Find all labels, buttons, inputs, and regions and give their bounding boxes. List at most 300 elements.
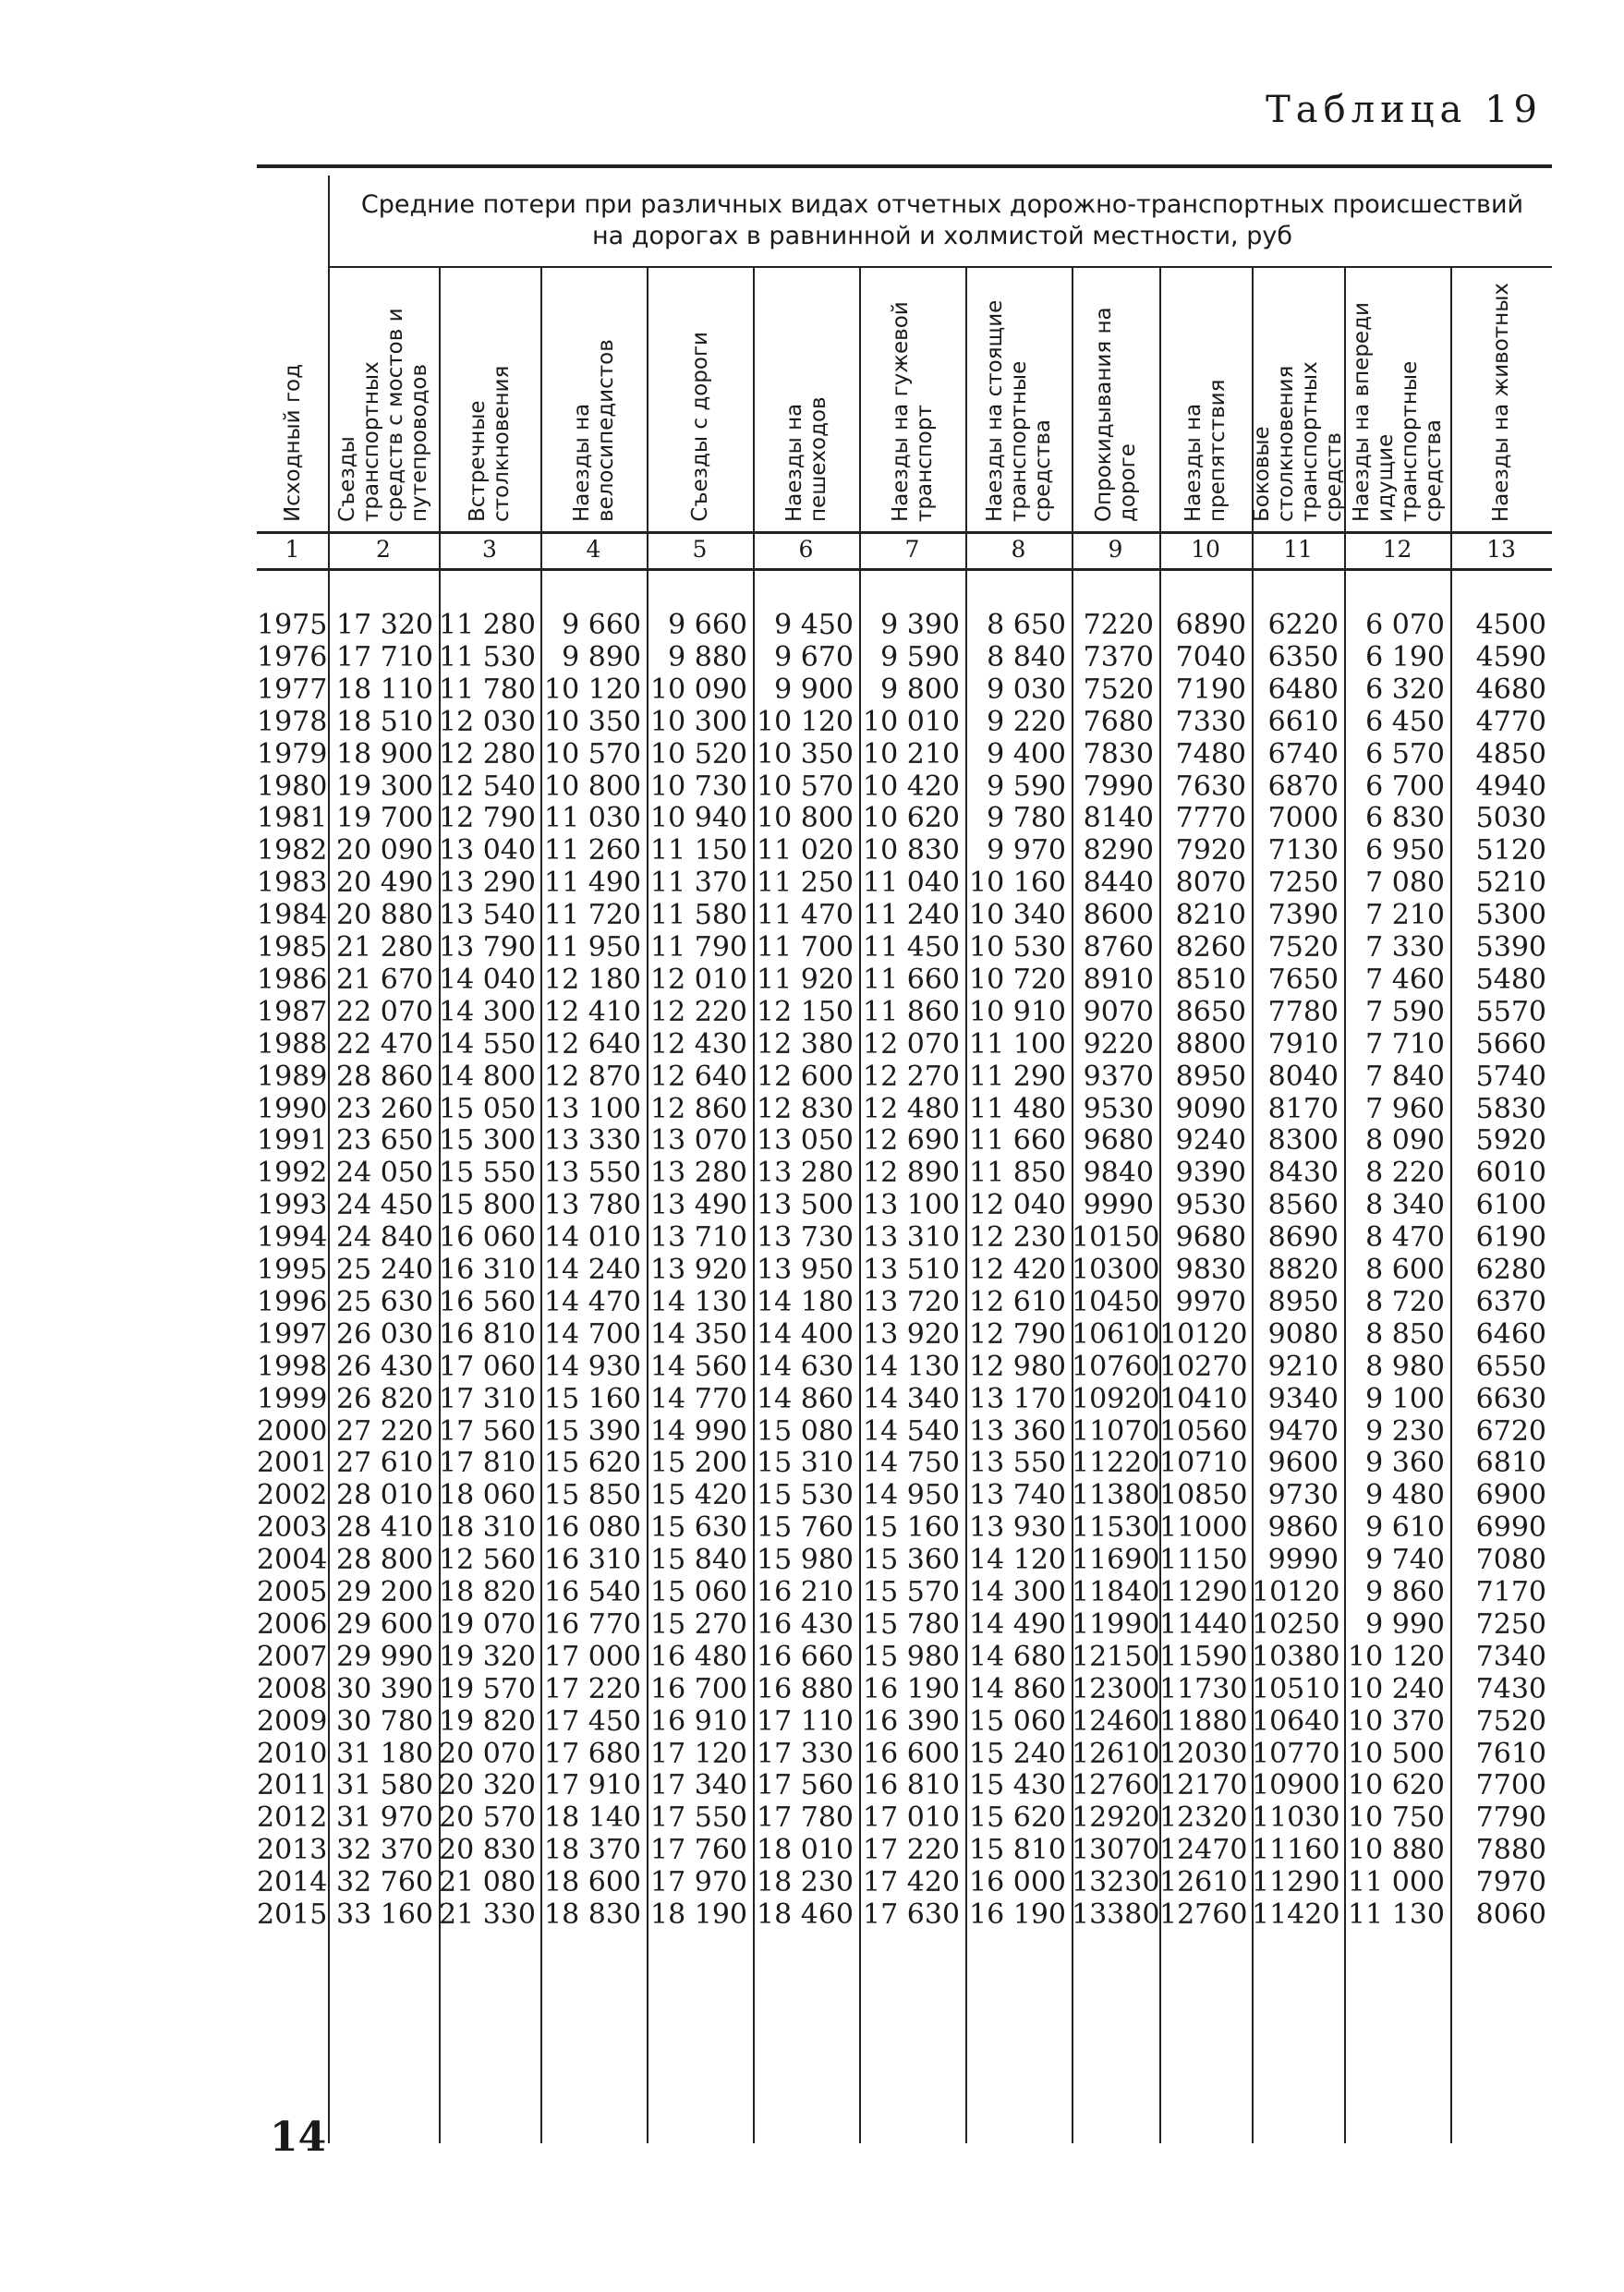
table-cell: 10 730 — [650, 770, 747, 803]
table-cell: 11 130 — [1348, 1898, 1445, 1931]
table-cell: 19 070 — [439, 1607, 536, 1641]
column-header-label: Наезды на впереди идущие транспортные средства — [1349, 302, 1446, 522]
year-cell: 2003 — [257, 1511, 328, 1545]
column-header-5 — [647, 277, 753, 522]
table-cell: 10 940 — [650, 802, 747, 835]
table-cell: 29 990 — [336, 1640, 433, 1673]
table-cell: 18 820 — [439, 1576, 536, 1608]
table-cell: 11 480 — [969, 1092, 1066, 1125]
table-cell: 6370 — [1475, 1285, 1546, 1318]
table-cell: 15 200 — [650, 1447, 747, 1480]
year-cell: 1999 — [257, 1382, 328, 1415]
column-number: 4 — [586, 536, 601, 563]
table-row — [0, 642, 1624, 674]
year-cell: 1983 — [257, 867, 328, 900]
table-cell: 13070 — [1072, 1834, 1160, 1867]
table-row — [0, 1899, 1624, 1932]
table-cell: 8260 — [1175, 931, 1246, 964]
table-cell: 14 120 — [969, 1544, 1066, 1577]
table-cell: 12 540 — [439, 770, 536, 803]
table-cell: 8 470 — [1365, 1221, 1445, 1255]
table-row — [0, 1222, 1624, 1255]
table-cell: 12 070 — [863, 1027, 960, 1061]
table-cell: 6480 — [1267, 673, 1339, 706]
table-cell: 14 010 — [544, 1221, 641, 1255]
table-row — [0, 739, 1624, 771]
table-cell: 6550 — [1475, 1350, 1546, 1383]
table-cell: 11 790 — [650, 931, 747, 964]
table-cell: 12 790 — [969, 1317, 1066, 1351]
column-number: 11 — [1283, 536, 1313, 563]
table-cell: 7520 — [1267, 931, 1339, 964]
table-cell: 9 590 — [987, 770, 1066, 803]
table-cell: 10 620 — [863, 802, 960, 835]
table-cell: 10560 — [1159, 1414, 1248, 1448]
table-cell: 11 240 — [863, 899, 960, 932]
table-top-rule — [257, 164, 1552, 168]
table-cell: 10 520 — [650, 737, 747, 770]
table-cell: 15 080 — [757, 1414, 854, 1448]
table-cell: 15 310 — [757, 1447, 854, 1480]
table-cell: 14 990 — [650, 1414, 747, 1448]
column-number-rule-bottom — [257, 568, 1552, 571]
table-cell: 10 620 — [1348, 1769, 1445, 1802]
table-cell: 16 560 — [439, 1285, 536, 1318]
table-cell: 13 310 — [863, 1221, 960, 1255]
table-cell: 9600 — [1267, 1447, 1339, 1480]
year-cell: 1982 — [257, 834, 328, 867]
table-cell: 10 120 — [1348, 1640, 1445, 1673]
table-cell: 9 860 — [1365, 1576, 1445, 1608]
table-row — [0, 867, 1624, 900]
table-cell: 7990 — [1083, 770, 1154, 803]
table-cell: 5740 — [1475, 1060, 1546, 1093]
table-cell: 13 100 — [863, 1189, 960, 1222]
table-cell: 16 810 — [439, 1317, 536, 1351]
table-cell: 12 230 — [969, 1221, 1066, 1255]
table-cell: 11 780 — [439, 673, 536, 706]
table-cell: 7970 — [1475, 1866, 1546, 1899]
table-row — [0, 1577, 1624, 1609]
table-cell: 9 800 — [880, 673, 960, 706]
table-cell: 31 970 — [336, 1801, 433, 1835]
table-cell: 14 490 — [969, 1607, 1066, 1641]
column-header-7 — [859, 277, 965, 522]
table-cell: 5570 — [1475, 995, 1546, 1028]
table-cell: 7430 — [1475, 1672, 1546, 1705]
table-cell: 13380 — [1072, 1898, 1160, 1931]
table-cell: 29 600 — [336, 1607, 433, 1641]
table-cell: 6 570 — [1365, 737, 1445, 770]
table-row — [0, 1416, 1624, 1449]
table-cell: 9 740 — [1365, 1544, 1445, 1577]
table-cell: 17 970 — [650, 1866, 747, 1899]
table-cell: 11 490 — [544, 867, 641, 900]
table-cell: 8820 — [1267, 1254, 1339, 1286]
group-header: Средние потери при различных видах отчетных дорожно-транспортных происшествий на дорогах в равнинной и холмистой местности, руб — [360, 190, 1524, 250]
table-cell: 10640 — [1252, 1704, 1340, 1738]
table-cell: 20 320 — [439, 1769, 536, 1802]
table-row — [0, 1319, 1624, 1352]
table-cell: 14 470 — [544, 1285, 641, 1318]
table-cell: 17 680 — [544, 1737, 641, 1770]
table-cell: 16 190 — [969, 1898, 1066, 1931]
column-header-label: Опрокидывания на дороге — [1091, 307, 1140, 522]
table-cell: 9 900 — [774, 673, 854, 706]
table-cell: 8950 — [1267, 1285, 1339, 1318]
table-cell: 10 210 — [863, 737, 960, 770]
table-cell: 7 960 — [1365, 1092, 1445, 1125]
table-cell: 10 570 — [757, 770, 854, 803]
table-cell: 9220 — [1083, 1027, 1154, 1061]
column-header-4 — [540, 277, 647, 522]
table-cell: 13 040 — [439, 834, 536, 867]
year-cell: 1992 — [257, 1157, 328, 1190]
table-cell: 11070 — [1072, 1414, 1160, 1448]
table-row — [0, 707, 1624, 739]
table-cell: 12470 — [1159, 1834, 1248, 1867]
table-cell: 13 920 — [863, 1317, 960, 1351]
table-cell: 21 280 — [336, 931, 433, 964]
table-cell: 8510 — [1175, 963, 1246, 996]
table-cell: 10 830 — [863, 834, 960, 867]
table-cell: 16 310 — [439, 1254, 536, 1286]
table-cell: 8800 — [1175, 1027, 1246, 1061]
table-cell: 11 250 — [757, 867, 854, 900]
table-cell: 9990 — [1267, 1544, 1339, 1577]
table-row — [0, 932, 1624, 964]
table-cell: 13 510 — [863, 1254, 960, 1286]
table-cell: 9 780 — [987, 802, 1066, 835]
table-cell: 16 430 — [757, 1607, 854, 1641]
table-cell: 10920 — [1072, 1382, 1160, 1415]
table-cell: 17 340 — [650, 1769, 747, 1802]
table-cell: 4770 — [1475, 705, 1546, 738]
table-cell: 11 290 — [969, 1060, 1066, 1093]
table-cell: 8290 — [1083, 834, 1154, 867]
table-cell: 7480 — [1175, 737, 1246, 770]
year-cell: 1997 — [257, 1317, 328, 1351]
column-number: 6 — [798, 536, 814, 563]
table-row — [0, 997, 1624, 1029]
table-cell: 12760 — [1159, 1898, 1248, 1931]
table-cell: 6350 — [1267, 640, 1339, 673]
year-cell: 1975 — [257, 609, 328, 641]
table-cell: 7 080 — [1365, 867, 1445, 900]
table-cell: 22 070 — [336, 995, 433, 1028]
table-cell: 16 000 — [969, 1866, 1066, 1899]
table-cell: 12610 — [1072, 1737, 1160, 1770]
table-cell: 13 550 — [544, 1157, 641, 1190]
table-cell: 12 640 — [650, 1060, 747, 1093]
table-row — [0, 1448, 1624, 1480]
table-row — [0, 1835, 1624, 1867]
table-cell: 8760 — [1083, 931, 1154, 964]
year-cell: 1996 — [257, 1285, 328, 1318]
table-cell: 9840 — [1083, 1157, 1154, 1190]
table-cell: 27 610 — [336, 1447, 433, 1480]
table-cell: 14 800 — [439, 1060, 536, 1093]
table-cell: 11 920 — [757, 963, 854, 996]
table-cell: 11 700 — [757, 931, 854, 964]
table-row — [0, 1674, 1624, 1706]
table-cell: 13230 — [1072, 1866, 1160, 1899]
year-cell: 1980 — [257, 770, 328, 803]
table-cell: 17 910 — [544, 1769, 641, 1802]
table-cell: 10 350 — [757, 737, 854, 770]
table-cell: 10 340 — [969, 899, 1066, 932]
table-cell: 10 350 — [544, 705, 641, 738]
table-cell: 7250 — [1475, 1607, 1546, 1641]
table-cell: 15 050 — [439, 1092, 536, 1125]
table-cell: 4850 — [1475, 737, 1546, 770]
table-cell: 12760 — [1072, 1769, 1160, 1802]
table-cell: 13 360 — [969, 1414, 1066, 1448]
table-cell: 9680 — [1175, 1221, 1246, 1255]
table-cell: 17 760 — [650, 1834, 747, 1867]
table-cell: 30 390 — [336, 1672, 433, 1705]
table-cell: 15 980 — [757, 1544, 854, 1577]
table-cell: 5830 — [1475, 1092, 1546, 1125]
table-cell: 15 620 — [969, 1801, 1066, 1835]
table-cell: 6460 — [1475, 1317, 1546, 1351]
table-cell: 11690 — [1072, 1544, 1160, 1577]
table-cell: 8560 — [1267, 1189, 1339, 1222]
table-cell: 15 300 — [439, 1124, 536, 1158]
year-cell: 1985 — [257, 931, 328, 964]
table-cell: 11530 — [1072, 1511, 1160, 1545]
table-cell: 11 580 — [650, 899, 747, 932]
table-cell: 13 780 — [544, 1189, 641, 1222]
table-cell: 14 130 — [650, 1285, 747, 1318]
table-cell: 6220 — [1267, 609, 1339, 641]
column-number: 13 — [1486, 536, 1516, 563]
table-cell: 13 290 — [439, 867, 536, 900]
table-cell: 16 540 — [544, 1576, 641, 1608]
table-cell: 7190 — [1175, 673, 1246, 706]
table-cell: 14 040 — [439, 963, 536, 996]
table-cell: 18 060 — [439, 1479, 536, 1512]
table-cell: 16 810 — [863, 1769, 960, 1802]
year-cell: 1995 — [257, 1254, 328, 1286]
table-cell: 12 430 — [650, 1027, 747, 1061]
table-cell: 7 710 — [1365, 1027, 1445, 1061]
table-cell: 15 810 — [969, 1834, 1066, 1867]
table-cell: 6280 — [1475, 1254, 1546, 1286]
table-cell: 13 170 — [969, 1382, 1066, 1415]
table-cell: 10 120 — [544, 673, 641, 706]
table-cell: 18 370 — [544, 1834, 641, 1867]
table-cell: 9370 — [1083, 1060, 1154, 1093]
table-cell: 19 300 — [336, 770, 433, 803]
table-cell: 6100 — [1475, 1189, 1546, 1222]
table-cell: 6 950 — [1365, 834, 1445, 867]
table-cell: 16 700 — [650, 1672, 747, 1705]
table-cell: 11440 — [1159, 1607, 1248, 1641]
year-cell: 2007 — [257, 1640, 328, 1673]
column-header-6 — [753, 277, 859, 522]
table-cell: 11 450 — [863, 931, 960, 964]
table-cell: 11000 — [1159, 1511, 1248, 1545]
table-cell: 9 450 — [774, 609, 854, 641]
year-cell: 1976 — [257, 640, 328, 673]
table-cell: 13 930 — [969, 1511, 1066, 1545]
table-row — [0, 835, 1624, 867]
table-cell: 15 530 — [757, 1479, 854, 1512]
table-row — [0, 1190, 1624, 1222]
table-cell: 11 720 — [544, 899, 641, 932]
table-cell: 9 660 — [668, 609, 747, 641]
table-cell: 15 840 — [650, 1544, 747, 1577]
table-cell: 9830 — [1175, 1254, 1246, 1286]
table-cell: 11590 — [1159, 1640, 1248, 1673]
table-cell: 12460 — [1072, 1704, 1160, 1738]
table-cell: 16 080 — [544, 1511, 641, 1545]
year-cell: 1978 — [257, 705, 328, 738]
column-number: 7 — [904, 536, 920, 563]
table-cell: 6 700 — [1365, 770, 1445, 803]
table-row — [0, 771, 1624, 804]
table-cell: 11 100 — [969, 1027, 1066, 1061]
table-cell: 9860 — [1267, 1511, 1339, 1545]
table-cell: 4940 — [1475, 770, 1546, 803]
table-cell: 16 310 — [544, 1544, 641, 1577]
table-cell: 9 220 — [987, 705, 1066, 738]
table-cell: 10770 — [1252, 1737, 1340, 1770]
table-cell: 9470 — [1267, 1414, 1339, 1448]
table-cell: 8070 — [1175, 867, 1246, 900]
table-cell: 16 390 — [863, 1704, 960, 1738]
table-cell: 9 670 — [774, 640, 854, 673]
table-cell: 15 620 — [544, 1447, 641, 1480]
table-cell: 17 000 — [544, 1640, 641, 1673]
table-cell: 17 560 — [439, 1414, 536, 1448]
year-cell: 2008 — [257, 1672, 328, 1705]
table-row — [0, 1739, 1624, 1771]
table-row — [0, 1609, 1624, 1642]
table-cell: 13 050 — [757, 1124, 854, 1158]
table-cell: 25 630 — [336, 1285, 433, 1318]
table-cell: 12 270 — [863, 1060, 960, 1093]
table-cell: 12 220 — [650, 995, 747, 1028]
table-cell: 30 780 — [336, 1704, 433, 1738]
table-cell: 16 880 — [757, 1672, 854, 1705]
table-cell: 18 600 — [544, 1866, 641, 1899]
table-cell: 11 280 — [439, 609, 536, 641]
table-cell: 9 660 — [562, 609, 641, 641]
table-cell: 15 550 — [439, 1157, 536, 1190]
table-cell: 10760 — [1072, 1350, 1160, 1383]
table-cell: 15 060 — [650, 1576, 747, 1608]
table-cell: 9080 — [1267, 1317, 1339, 1351]
table-row — [0, 1802, 1624, 1835]
table-cell: 17 560 — [757, 1769, 854, 1802]
column-header-13 — [1450, 277, 1552, 522]
table-cell: 14 860 — [757, 1382, 854, 1415]
table-cell: 8 980 — [1365, 1350, 1445, 1383]
table-cell: 10 500 — [1348, 1737, 1445, 1770]
table-cell: 12 610 — [969, 1285, 1066, 1318]
table-cell: 20 090 — [336, 834, 433, 867]
table-cell: 14 700 — [544, 1317, 641, 1351]
table-cell: 10 720 — [969, 963, 1066, 996]
table-cell: 7370 — [1083, 640, 1154, 673]
table-cell: 12 420 — [969, 1254, 1066, 1286]
table-row — [0, 964, 1624, 997]
table-cell: 10 570 — [544, 737, 641, 770]
table-cell: 11420 — [1252, 1898, 1340, 1931]
table-cell: 24 450 — [336, 1189, 433, 1222]
column-header-label: Наезды на пешеходов — [782, 396, 830, 522]
table-cell: 15 060 — [969, 1704, 1066, 1738]
table-cell: 12 690 — [863, 1124, 960, 1158]
table-cell: 17 310 — [439, 1382, 536, 1415]
year-cell: 1998 — [257, 1350, 328, 1383]
year-cell: 2004 — [257, 1544, 328, 1577]
year-cell: 1984 — [257, 899, 328, 932]
table-cell: 12 560 — [439, 1544, 536, 1577]
table-cell: 32 370 — [336, 1834, 433, 1867]
table-cell: 11 660 — [863, 963, 960, 996]
table-cell: 9 590 — [880, 640, 960, 673]
table-row — [0, 1061, 1624, 1094]
column-header-2 — [328, 277, 439, 522]
year-cell: 2001 — [257, 1447, 328, 1480]
table-cell: 15 430 — [969, 1769, 1066, 1802]
table-cell: 7170 — [1475, 1576, 1546, 1608]
table-cell: 12 280 — [439, 737, 536, 770]
table-cell: 5390 — [1475, 931, 1546, 964]
table-cell: 16 210 — [757, 1576, 854, 1608]
table-cell: 13 280 — [757, 1157, 854, 1190]
table-cell: 7 210 — [1365, 899, 1445, 932]
table-cell: 7040 — [1175, 640, 1246, 673]
column-number: 1 — [285, 536, 300, 563]
table-cell: 6 830 — [1365, 802, 1445, 835]
column-header-12 — [1344, 277, 1450, 522]
table-cell: 11220 — [1072, 1447, 1160, 1480]
table-cell: 12610 — [1159, 1866, 1248, 1899]
table-cell: 13 740 — [969, 1479, 1066, 1512]
column-number: 5 — [692, 536, 708, 563]
table-cell: 21 670 — [336, 963, 433, 996]
table-cell: 26 030 — [336, 1317, 433, 1351]
column-header-10 — [1159, 277, 1252, 522]
table-cell: 10 090 — [650, 673, 747, 706]
table-cell: 18 310 — [439, 1511, 536, 1545]
table-cell: 18 140 — [544, 1801, 641, 1835]
table-cell: 18 230 — [757, 1866, 854, 1899]
table-cell: 15 360 — [863, 1544, 960, 1577]
table-cell: 17 780 — [757, 1801, 854, 1835]
table-cell: 18 830 — [544, 1898, 641, 1931]
year-cell: 2009 — [257, 1704, 328, 1738]
table-cell: 32 760 — [336, 1866, 433, 1899]
table-row — [0, 1125, 1624, 1158]
table-cell: 15 570 — [863, 1576, 960, 1608]
table-cell: 15 390 — [544, 1414, 641, 1448]
table-cell: 6610 — [1267, 705, 1339, 738]
column-number: 12 — [1382, 536, 1412, 563]
table-cell: 12 180 — [544, 963, 641, 996]
table-cell: 7910 — [1267, 1027, 1339, 1061]
table-cell: 8040 — [1267, 1060, 1339, 1093]
table-row — [0, 900, 1624, 932]
table-cell: 9990 — [1083, 1189, 1154, 1222]
year-cell: 2005 — [257, 1576, 328, 1608]
table-cell: 14 630 — [757, 1350, 854, 1383]
table-cell: 17 330 — [757, 1737, 854, 1770]
